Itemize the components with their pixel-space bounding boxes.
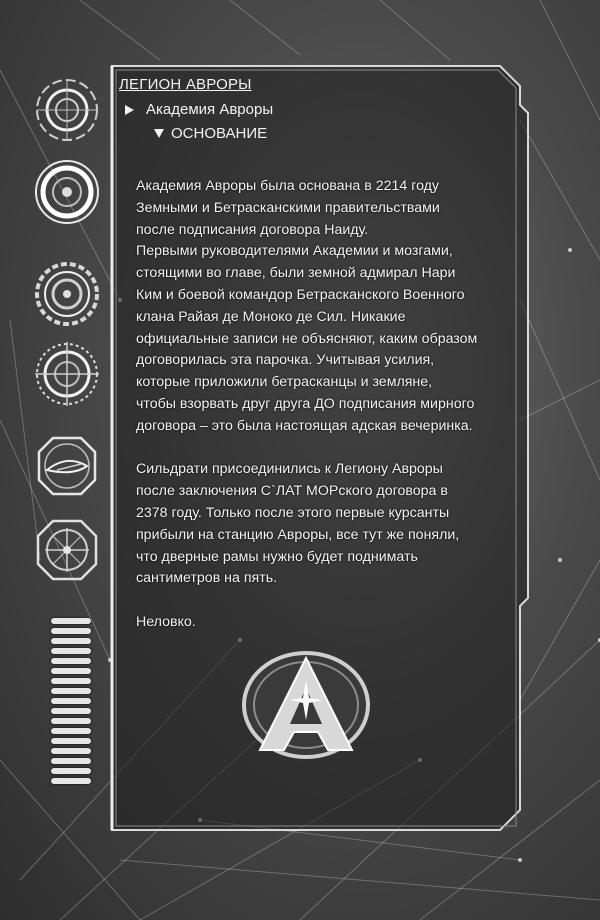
breadcrumb-item-label: Академия Авроры (146, 101, 274, 118)
level-bar (51, 628, 91, 634)
level-bar (51, 758, 91, 764)
breadcrumb (119, 76, 273, 142)
article-paragraph: Академия Авроры была основана в 2214 году Земными и Бетрасканскими правительствами после подписания договора Наиду. Первыми руководителями Академии и мозгами, стоящими во главе, были земной адмирал Нари Ким и боевой командор Бетрасканского Военного клана Райая де Моноко де Сил. Никакие официальные записи не объясняют, каким образом договорилась эта парочка. Учитывая усилия, которые приложили бетрасканцы и земляне, чтобы взорвать друг друга ДО подписания мирного договора – это была настоящая адская вечеринка. (136, 178, 478, 434)
crosshair-dial-icon (33, 340, 101, 408)
level-bar (51, 698, 91, 704)
breadcrumb-item-founding[interactable] (119, 125, 273, 142)
breadcrumb-item-label: ОСНОВАНИЕ (171, 125, 268, 142)
spaceship-emblem-icon (33, 432, 101, 500)
level-bars (51, 618, 91, 788)
level-bar (51, 778, 91, 784)
compass-wheel-icon (33, 516, 101, 584)
level-bar (51, 638, 91, 644)
level-bar (51, 618, 91, 624)
article-body (136, 176, 516, 656)
level-bar (51, 688, 91, 694)
gear-dial-icon (33, 260, 101, 328)
level-bar (51, 728, 91, 734)
target-reticle-icon (33, 76, 101, 144)
level-bar (51, 718, 91, 724)
breadcrumb-item-academy[interactable] (119, 101, 273, 118)
triangle-right-icon (125, 105, 134, 115)
aurora-academy-logo (240, 650, 372, 760)
level-bar (51, 748, 91, 754)
level-bar (51, 658, 91, 664)
level-bar (51, 678, 91, 684)
level-bar (51, 648, 91, 654)
level-bar (51, 708, 91, 714)
level-bar (51, 668, 91, 674)
article-paragraph: Неловко. (136, 613, 196, 630)
radar-ring-icon (33, 158, 101, 226)
level-bar (51, 768, 91, 774)
breadcrumb-root[interactable]: ЛЕГИОН АВРОРЫ (119, 76, 252, 93)
triangle-down-icon (154, 129, 164, 138)
article-paragraph: Сильдрати присоединились к Легиону Авроры после заключения С`ЛАТ МОРского договора в 2378 году. Только после этого первые курсанты прибыли на станцию Авроры, все тут же поняли, что дверные рамы нужно будет поднимать сантиметров на пять. (136, 461, 460, 587)
level-bar (51, 738, 91, 744)
